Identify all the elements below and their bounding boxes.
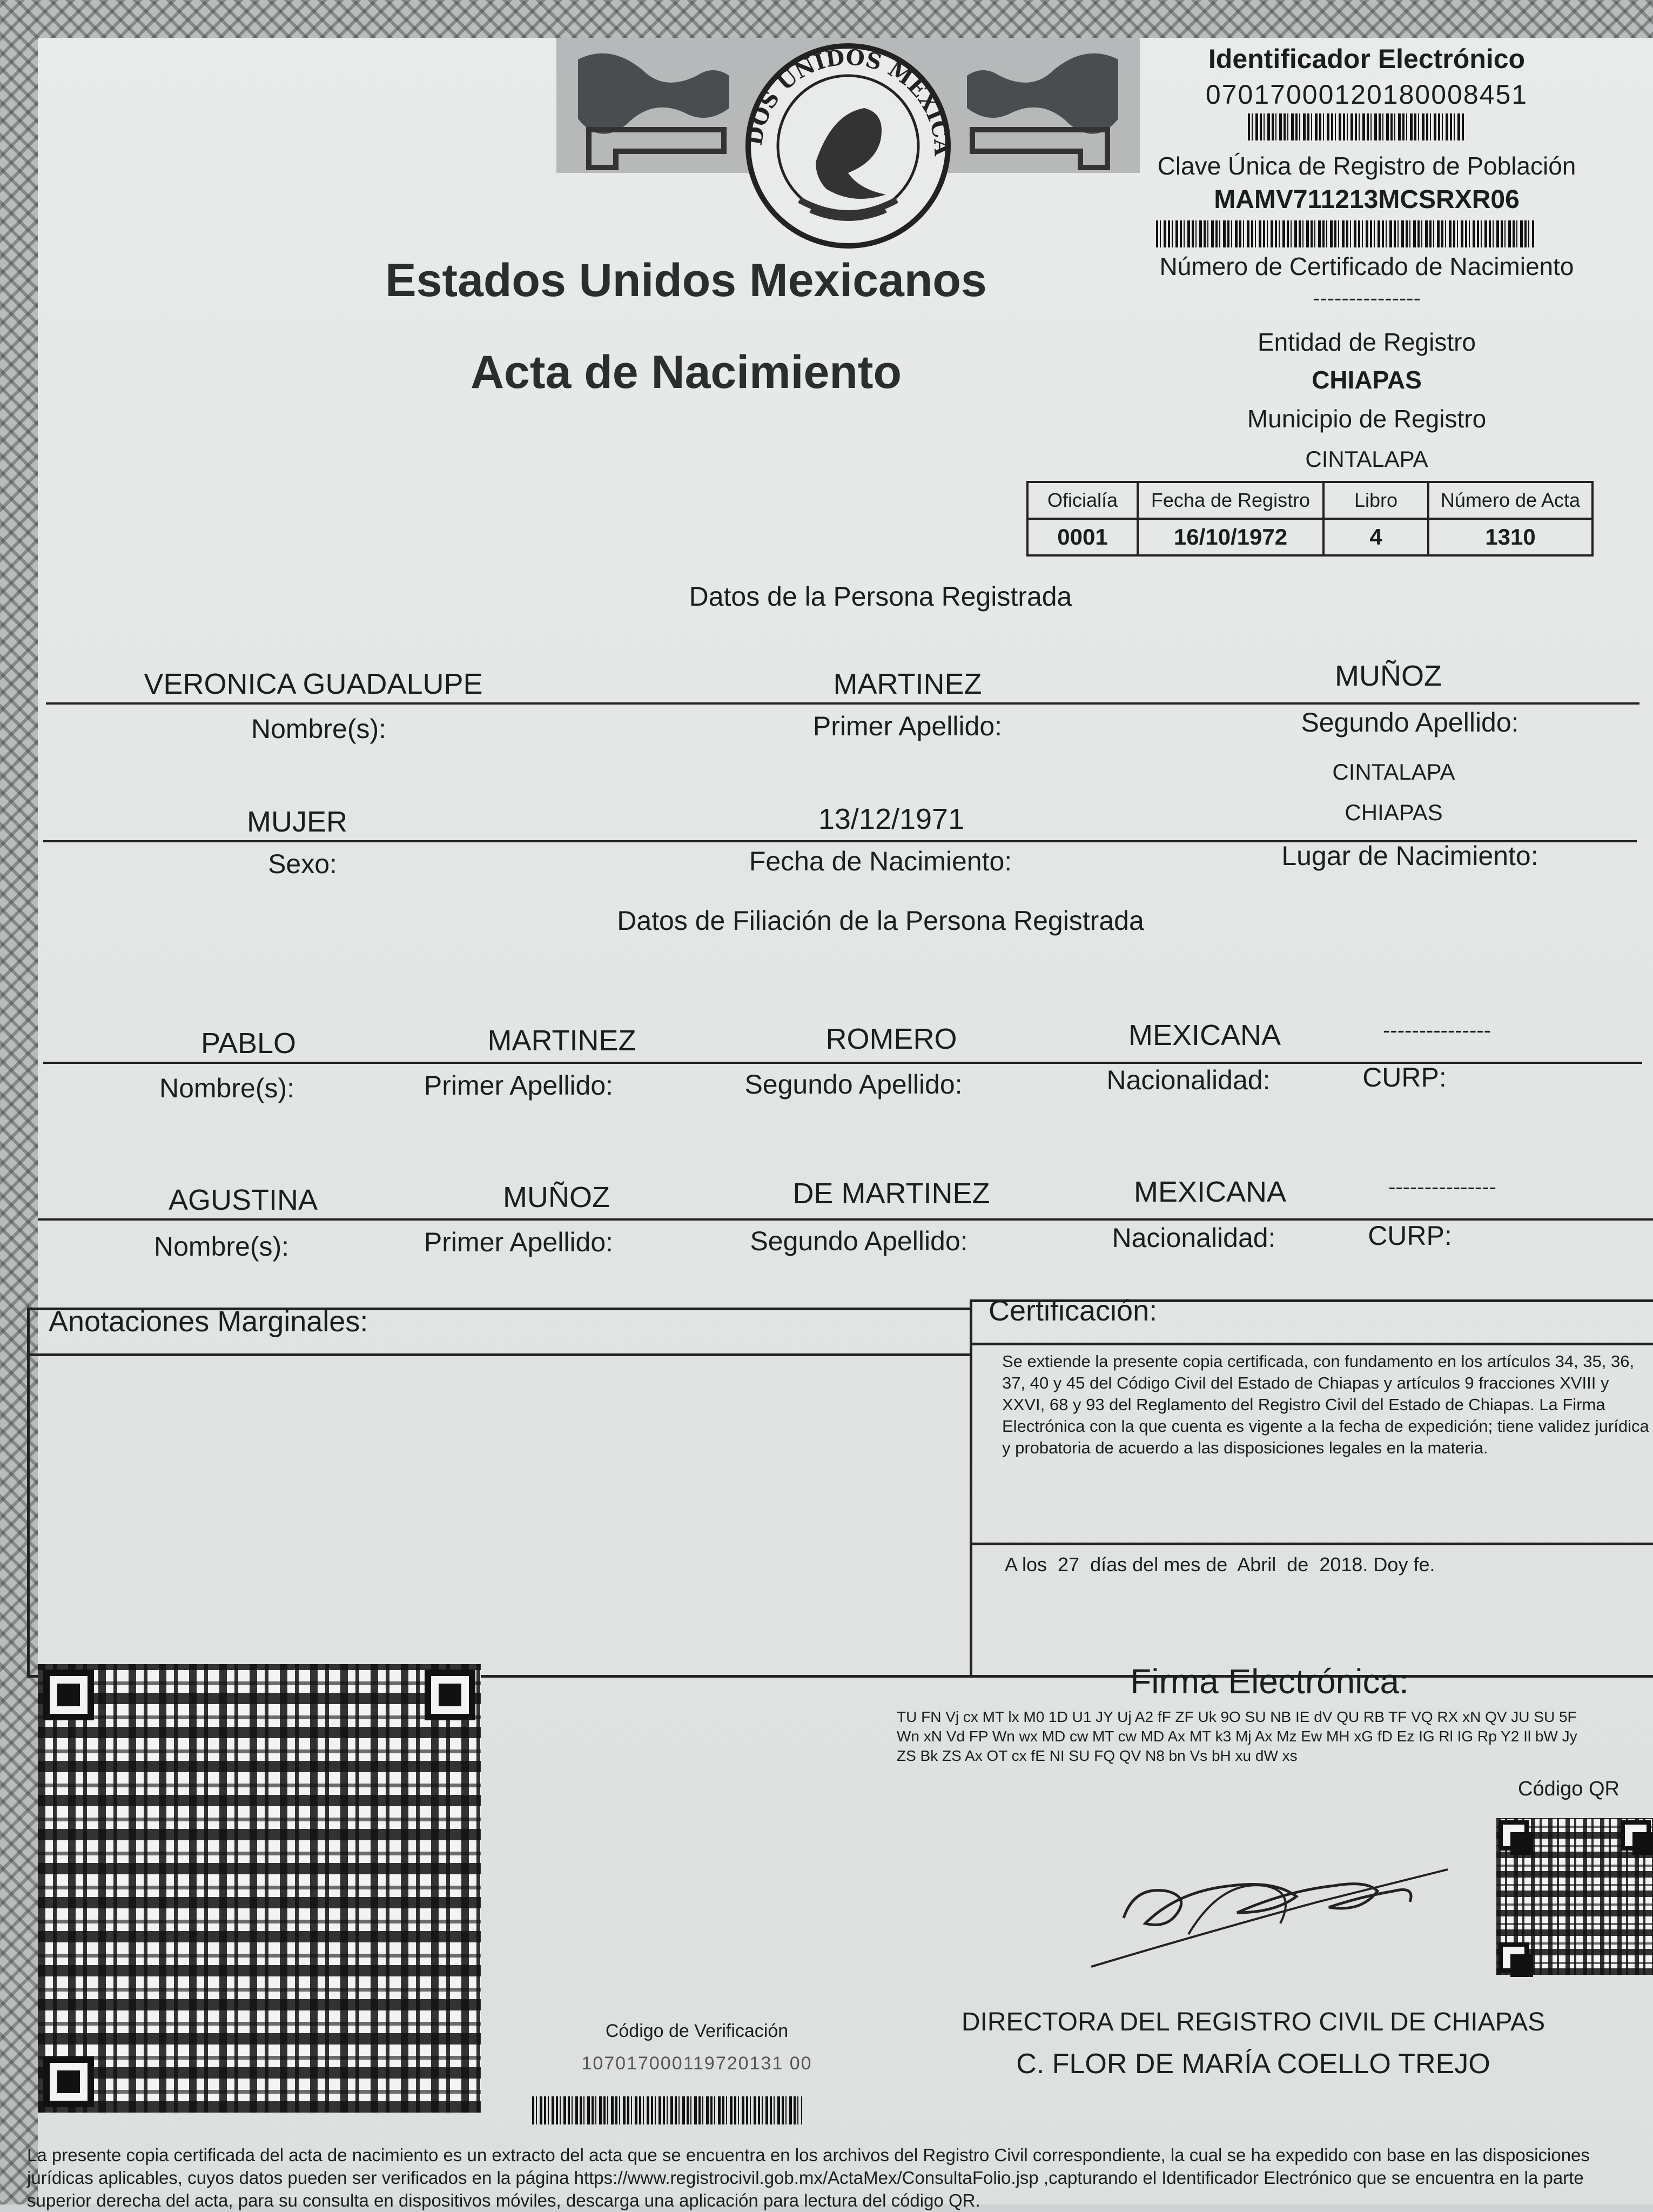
person-section-title: Datos de la Persona Registrada — [689, 581, 1072, 612]
mother-nationality-label: Nacionalidad: — [1112, 1223, 1276, 1253]
person-second-surname: MUÑOZ — [1335, 660, 1442, 692]
verification-barcode — [532, 2096, 802, 2124]
verification-code: 107017000119720131 00 — [581, 2053, 812, 2074]
registry-value-cell: 0001 — [1027, 519, 1138, 555]
small-qr-label: Código QR — [1518, 1778, 1620, 1800]
person-birth-place-label: Lugar de Nacimiento: — [1281, 841, 1538, 871]
registry-municipality-value: CINTALAPA — [1305, 446, 1428, 472]
mother-second-surname: DE MARTINEZ — [792, 1177, 990, 1210]
birth-certificate-sheet — [27, 38, 1653, 2210]
mother-curp-label: CURP: — [1368, 1221, 1452, 1251]
certification-title: Certificación: — [989, 1295, 1158, 1327]
birth-place-state: CHIAPAS — [1345, 800, 1443, 825]
registry-table-header-row — [1027, 482, 1592, 519]
person-sex-label: Sexo: — [268, 849, 337, 879]
father-given-label: Nombre(s): — [159, 1073, 295, 1103]
registry-header-cell: Oficialía — [1027, 482, 1138, 519]
person-name-line — [46, 702, 1639, 705]
registry-municipality-label: Municipio de Registro — [1247, 405, 1487, 433]
curp-barcode — [1156, 220, 1534, 247]
father-second-surname: ROMERO — [825, 1023, 957, 1055]
registry-value-cell: 1310 — [1428, 519, 1592, 555]
person-sex: MUJER — [247, 806, 347, 838]
registry-table — [1026, 481, 1594, 557]
birth-place-city: CINTALAPA — [1332, 759, 1455, 785]
registry-entity-value: CHIAPAS — [1312, 366, 1422, 394]
person-birth-date: 13/12/1971 — [818, 803, 965, 835]
father-nationality-label: Nacionalidad: — [1106, 1065, 1271, 1095]
document-title: Acta de Nacimiento — [470, 346, 902, 398]
filiation-section-title: Datos de Filiación de la Persona Registrada — [617, 906, 1144, 936]
mother-given-name: AGUSTINA — [168, 1184, 318, 1216]
mother-first-label: Primer Apellido: — [424, 1227, 614, 1257]
curp-label: Clave Única de Registro de Población — [1157, 152, 1576, 180]
father-curp-label: CURP: — [1362, 1062, 1447, 1092]
father-given-name: PABLO — [200, 1027, 297, 1060]
qr-finder — [43, 1670, 94, 1720]
certification-body: Se extiende la presente copia certificada, con fundamento en los artículos 34, 35, 36, 37, 40 y 45 del Código Civil del Estado de Chiapas y artículos 9 fracciones XVIII y XXVI, 68 y 93 del Reglamento del Registro Civil del Estado de Chiapas. La Firma Electrónica con la que cuenta es vigente a la fecha de expedición; tiene validez jurídica y probatoria de acuerdo a las disposiciones legales en la materia. — [1002, 1352, 1649, 1457]
national-seal — [556, 38, 1140, 265]
registry-value-cell: 16/10/1972 — [1138, 519, 1323, 555]
verification-label: Código de Verificación — [605, 2021, 789, 2041]
qr-finder — [1499, 1942, 1529, 1973]
footer-note: La presente copia certificada del acta de nacimiento es un extracto del acta que se encuentra en los archivos del Registro Civil correspondiente, la cual se ha expedido con base en las disposiciones jurídicas aplicables, cuyos datos pueden ser verificados en la página https://www.registrocivil.gob.mx/ActaMex/ConsultaFolio.jsp ,capturando el Identificador Electrónico que se encuentra en la parte superior derecha del acta, para su consulta en dispositivos móviles, descarga una aplicación para lectura del código QR. — [27, 2145, 1590, 2210]
father-first-label: Primer Apellido: — [424, 1070, 614, 1101]
person-given-names-label: Nombre(s): — [251, 714, 387, 744]
mother-second-label: Segundo Apellido: — [750, 1226, 968, 1256]
registry-table-value-row — [1027, 519, 1592, 555]
mother-first-surname: MUÑOZ — [503, 1181, 610, 1214]
father-curp: --------------- — [1383, 1018, 1491, 1042]
mother-curp: --------------- — [1388, 1175, 1496, 1199]
electronic-id-barcode — [1248, 113, 1464, 140]
country-title: Estados Unidos Mexicanos — [385, 254, 987, 306]
certification-date: A los 27 días del mes de Abril de 2018. Doy fe. — [1005, 1553, 1435, 1576]
electronic-id-value: 07017000120180008451 — [1205, 79, 1528, 110]
qr-finder — [1499, 1820, 1529, 1851]
father-second-label: Segundo Apellido: — [744, 1069, 963, 1100]
qr-finder — [425, 1670, 475, 1720]
annotations-title: Anotaciones Marginales: — [49, 1305, 368, 1338]
mother-nationality: MEXICANA — [1133, 1176, 1287, 1208]
annotations-box — [27, 1308, 972, 1678]
father-first-surname: MARTINEZ — [487, 1024, 636, 1057]
person-first-surname: MARTINEZ — [833, 668, 982, 700]
large-qr-code — [38, 1664, 481, 2113]
official-title: DIRECTORA DEL REGISTRO CIVIL DE CHIAPAS — [961, 2008, 1546, 2036]
registry-entity-label: Entidad de Registro — [1257, 328, 1476, 356]
electronic-signature-title: Firma Electrónica: — [1130, 1662, 1409, 1701]
certification-header-line — [970, 1343, 1653, 1345]
official-name: C. FLOR DE MARÍA COELLO TREJO — [1016, 2048, 1490, 2080]
registry-header-cell: Fecha de Registro — [1138, 482, 1323, 519]
father-nationality: MEXICANA — [1128, 1019, 1281, 1051]
handwritten-signature — [1080, 1810, 1469, 1983]
electronic-id-label: Identificador Electrónico — [1208, 44, 1526, 74]
person-first-surname-label: Primer Apellido: — [812, 711, 1003, 741]
electronic-signature-code: TU FN Vj cx MT lx M0 1D U1 JY Uj A2 fF ZF Uk 9O SU NB IE dV QU RB TF VQ RX xN QV JU SU 5F Wn xN Vd FP Wn wx MD cw MT cw MD Ax MT k3 Mj Ax Mz Ew MH xG fD Ez IG Rl IG Rp Y2 Il bW Jy ZS Bk ZS Ax OT cx fE NI SU FQ QV N8 bn Vs bH xu dW xs — [897, 1708, 1577, 1764]
person-second-surname-label: Segundo Apellido: — [1301, 707, 1519, 738]
registry-header-cell: Libro — [1323, 482, 1428, 519]
registry-value-cell: 4 — [1323, 519, 1428, 555]
seal-text: DOS UNIDOS MEXICA — [741, 44, 955, 157]
certificate-number-label: Número de Certificado de Nacimiento — [1159, 252, 1574, 280]
certificate-number-value: --------------- — [1313, 286, 1421, 310]
person-birth-date-label: Fecha de Nacimiento: — [749, 846, 1012, 876]
small-qr-code — [1496, 1818, 1653, 1975]
person-given-names: VERONICA GUADALUPE — [144, 668, 483, 700]
qr-finder — [1621, 1820, 1651, 1851]
qr-finder — [43, 2056, 94, 2107]
mother-given-label: Nombre(s): — [153, 1231, 290, 1262]
annotations-header-line — [27, 1353, 972, 1356]
curp-value: MAMV711213MCSRXR06 — [1214, 185, 1520, 214]
registry-header-cell: Número de Acta — [1428, 482, 1592, 519]
certification-date-line — [970, 1543, 1653, 1545]
